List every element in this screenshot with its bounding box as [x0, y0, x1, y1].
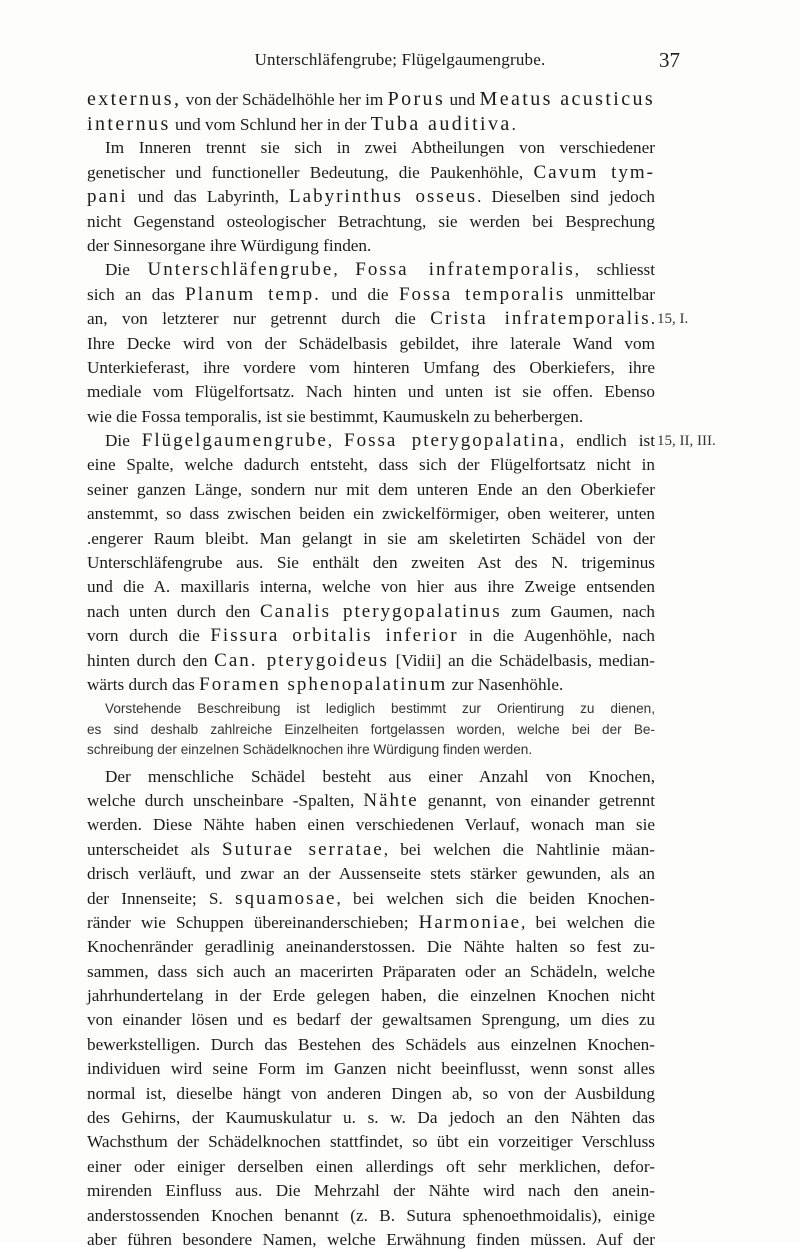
- term-fluegelgaumengrube: Flügelgaumengrube: [141, 430, 328, 452]
- term-tuba-auditiva: Tuba auditiva: [370, 113, 512, 135]
- text-line: Unterkieferast, ihre vordere vom hinteren Umfang des Oberkiefers, ihre: [87, 357, 655, 377]
- text-line: jahrhundertelang in der Erde gelegen haben, die einzelnen Knochen nicht: [87, 986, 655, 1006]
- text-line: einer oder einiger derselben einen allerdings oft sehr merklichen, defor-: [87, 1156, 655, 1176]
- small-print-note: [87, 699, 655, 760]
- text-line: ränder wie Schuppen übereinanderschieben; Harmoniae, bei welchen die: [87, 911, 655, 933]
- text-line: hinten durch den Can. pterygoideus [Vidii] an die Schädelbasis, median-: [87, 649, 655, 671]
- term-canalis-pterygopalatinus: Canalis pterygopalatinus: [259, 600, 502, 622]
- text-line: Wachsthum der Schädelknochen stattfindet, so übt ein vorzeitiger Verschluss: [87, 1132, 655, 1152]
- text-line: Die Flügelgaumengrube, Fossa pterygopalatina, endlich ist 15, II, III.: [87, 429, 655, 453]
- term-unterschlaefengrube: Unterschläfengrube: [147, 259, 334, 281]
- term-internus: internus: [87, 113, 171, 135]
- term-can-pterygoideus: Can. pterygoideus: [214, 649, 389, 671]
- text-line: pani und das Labyrinth, Labyrinthus osseus. Dieselben sind jedoch: [87, 186, 655, 208]
- text-line: Unterschläfengrube aus. Sie enthält den zweiten Ast des N. trigeminus: [87, 553, 655, 573]
- text-line: und die A. maxillaris interna, welche von hier aus ihre Zweige entsenden: [87, 577, 655, 597]
- text-line: an, von letzterer nur getrennt durch die Crista infratemporalis. 15, I.: [87, 307, 655, 331]
- text-line: von einander lösen und es bedarf der gewaltsamen Sprengung, um dies zu: [87, 1010, 655, 1030]
- term-suturae-serratae: Suturae serratae: [222, 838, 384, 860]
- text-line: anstemmt, so dass zwischen beiden ein zwickelförmiger, oben weiterer, unten: [87, 504, 655, 524]
- term-fossa-infratemporalis: Fossa infratemporalis: [355, 259, 575, 281]
- text-line: externus, von der Schädelhöhle her im Porus und Meatus acusticus: [87, 88, 656, 110]
- text-line: eine Spalte, welche dadurch entsteht, dass sich der Flügelfortsatz nicht in: [87, 455, 655, 475]
- text-line: Die Unterschläfengrube, Fossa infratemporalis, schliesst: [105, 259, 655, 281]
- text-line: wie die Fossa temporalis, ist sie bestimmt, Kaumuskeln zu beherbergen.: [87, 406, 584, 426]
- text-line: Der menschliche Schädel besteht aus einer Anzahl von Knochen,: [105, 766, 655, 786]
- note-line: Vorstehende Beschreibung ist lediglich bestimmt zur Orientirung zu dienen,: [105, 701, 655, 717]
- term-planum-temp: Planum temp.: [185, 283, 321, 305]
- running-head: [0, 50, 800, 74]
- term-porus: Porus: [387, 88, 446, 110]
- text-line: anderstossenden Knochen benannt (z. B. Sutura sphenoethmoidalis), einige: [87, 1205, 655, 1225]
- text-line: nach unten durch den Canalis pterygopalatinus zum Gaumen, nach: [87, 600, 655, 622]
- text-line: internus und vom Schlund her in der Tuba auditiva.: [87, 113, 516, 135]
- running-title: Unterschläfengrube; Flügelgaumengrube.: [254, 50, 546, 69]
- term-squamosae: squamosae: [235, 887, 337, 909]
- term-naehte: Nähte: [363, 789, 419, 811]
- note-line: schreibung der einzelnen Schädelknochen ihre Würdigung finden werden.: [87, 742, 533, 758]
- text-line: wärts durch das Foramen sphenopalatinum zur Nasenhöhle.: [87, 673, 564, 695]
- text-line: genetischer und functioneller Bedeutung, die Paukenhöhle, Cavum tym-: [87, 161, 655, 183]
- text-line: mirenden Einfluss aus. Die Mehrzahl der Nähte wird nach den anein-: [87, 1181, 655, 1201]
- text-line: sammen, dass sich auch an macerirten Präparaten oder an Schädeln, welche: [87, 961, 655, 981]
- term-meatus-acusticus: Meatus acusticus: [479, 88, 656, 110]
- text-line: drisch verläuft, und zwar an der Aussenseite stets stärker gewunden, als an: [87, 864, 655, 884]
- term-labyrinthus-osseus: Labyrinthus osseus: [289, 186, 478, 208]
- text-line: werden. Diese Nähte haben einen verschiedenen Verlauf, wonach man sie: [87, 815, 655, 835]
- term-fossa-pterygopalatina: Fossa pterygopalatina: [344, 430, 560, 452]
- text-line: seiner ganzen Länge, sondern nur mit dem unteren Ende an den Oberkiefer: [87, 479, 655, 499]
- term-crista-infratemporalis: Crista infratemporalis: [430, 308, 651, 330]
- note-line: es sind deshalb zahlreiche Einzelheiten fortgelassen worden, welche bei der Be-: [87, 721, 655, 737]
- body-text: [87, 86, 716, 1252]
- term-foramen-sphenopalatinum: Foramen sphenopalatinum: [199, 673, 448, 695]
- text-line: Im Inneren trennt sie sich in zwei Abtheilungen von verschiedener: [105, 138, 655, 158]
- text-line: welche durch unscheinbare -Spalten, Nähte genannt, von einander getrennt: [87, 789, 656, 811]
- text-line: nicht Gegenstand osteologischer Betrachtung, sie werden bei Besprechung: [87, 211, 655, 231]
- text-line: vorn durch die Fissura orbitalis inferior in die Augenhöhle, nach: [87, 625, 655, 647]
- text-line: sich an das Planum temp. und die Fossa temporalis unmittelbar: [87, 283, 655, 305]
- term-fossa-temporalis: Fossa temporalis: [398, 283, 566, 305]
- text-line: der Sinnesorgane ihre Würdigung finden.: [87, 235, 372, 255]
- text-line: mediale vom Flügelfortsatz. Nach hinten und unten ist sie offen. Ebenso: [87, 382, 655, 402]
- text-line: individuen wird seine Form im Ganzen nicht beeinflusst, wenn sonst alles: [87, 1059, 655, 1079]
- term-externus: externus,: [87, 88, 182, 110]
- margin-reference: 15, I.: [657, 311, 689, 328]
- text-line: unterscheidet als Suturae serratae, bei welchen die Nahtlinie mäan-: [87, 838, 655, 860]
- text-line: des Gehirns, der Kaumuskulatur u. s. w. Da jedoch an den Nähten das: [87, 1108, 655, 1128]
- term-cavum-tympani: Cavum tym-: [533, 161, 655, 183]
- text-line: Knochenränder geradlinig aneinanderstossen. Die Nähte halten so fest zu-: [87, 937, 655, 957]
- text-line: .engerer Raum bleibt. Man gelangt in sie am skeletirten Schädel von der: [87, 528, 655, 548]
- margin-reference: 15, II, III.: [657, 433, 716, 450]
- page-number: 37: [659, 48, 680, 72]
- text-line: der Innenseite; S. squamosae, bei welchen sich die beiden Knochen-: [87, 887, 655, 909]
- term-harmoniae: Harmoniae: [418, 911, 522, 933]
- text-line: aber führen besondere Namen, welche Erwähnung finden müssen. Auf der: [87, 1229, 655, 1249]
- text-line: bewerkstelligen. Durch das Bestehen des Schädels aus einzelnen Knochen-: [87, 1034, 655, 1054]
- term-fissura-orbitalis-inferior: Fissura orbitalis inferior: [210, 625, 459, 647]
- text-line: normal ist, dieselbe hängt von anderen Dingen ab, so von der Ausbildung: [87, 1083, 655, 1103]
- text-line: Ihre Decke wird von der Schädelbasis gebildet, ihre laterale Wand vom: [87, 333, 655, 353]
